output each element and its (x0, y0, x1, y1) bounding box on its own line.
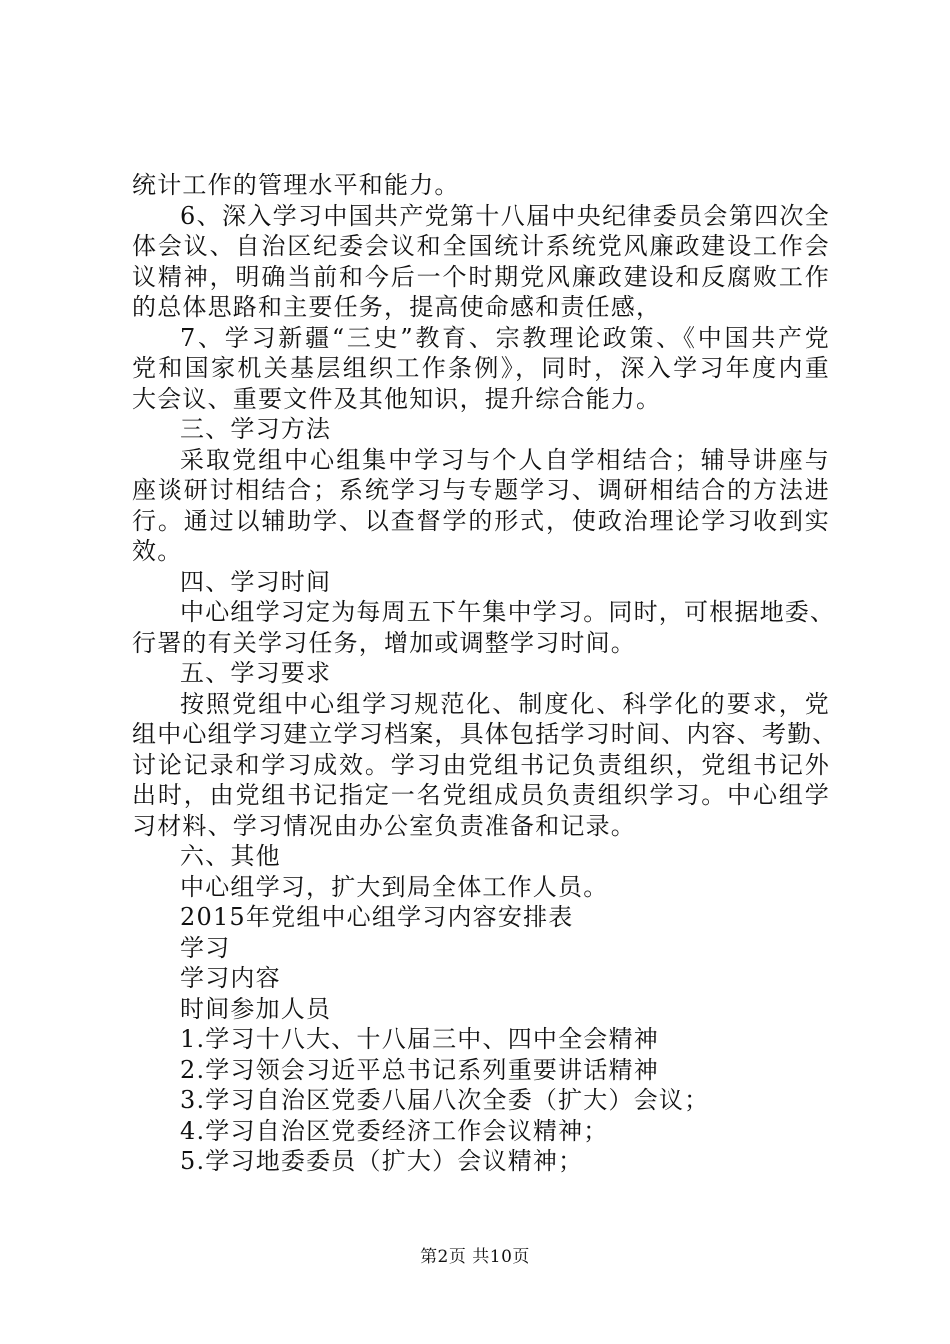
text-line: 效。 (132, 537, 183, 565)
text-line: 的总体思路和主要任务，提高使命感和责任感， (132, 293, 662, 321)
text-line: 3.学习自治区党委八届八次全委（扩大）会议； (180, 1086, 710, 1114)
text-line: 2015年党组中心组学习内容安排表 (180, 903, 574, 931)
text-line: 7、学习新疆“三史”教育、宗教理论政策、《中国共产党 (180, 323, 830, 352)
text-line: 时间参加人员 (180, 994, 332, 1023)
text-line: 党和国家机关基层组织工作条例》，同时，深入学习年度内重 (132, 354, 830, 382)
text-line: 采取党组中心组集中学习与个人自学相结合；辅导讲座与 (180, 445, 830, 474)
text-line: 六、其他 (180, 842, 281, 870)
text-line: 6、深入学习中国共产党第十八届中央纪律委员会第四次全 (180, 201, 830, 230)
text-line: 出时，由党组书记指定一名党组成员负责组织学习。中心组学 (132, 781, 830, 809)
text-line: 习材料、学习情况由办公室负责准备和记录。 (132, 811, 636, 840)
text-line: 讨论记录和学习成效。学习由党组书记负责组织，党组书记外 (132, 750, 830, 779)
text-line: 大会议、重要文件及其他知识，提升综合能力。 (132, 384, 662, 413)
page-number-label: 第2页 共10页 (420, 1247, 530, 1267)
text-line: 学习 (180, 933, 231, 962)
text-line: 议精神，明确当前和今后一个时期党风廉政建设和反腐败工作 (132, 262, 830, 291)
text-line: 三、学习方法 (180, 415, 332, 443)
text-line: 体会议、自治区纪委会议和全国统计系统党风廉政建设工作会 (132, 232, 830, 260)
text-line: 按照党组中心组学习规范化、制度化、科学化的要求，党 (180, 689, 830, 718)
text-line: 5.学习地委委员（扩大）会议精神； (180, 1147, 584, 1175)
document-body (132, 170, 838, 1177)
text-line: 1.学习十八大、十八届三中、四中全会精神 (180, 1025, 659, 1053)
text-line: 学习内容 (180, 964, 281, 992)
text-line: 四、学习时间 (180, 567, 332, 596)
text-line: 统计工作的管理水平和能力。 (132, 171, 460, 199)
text-line: 2.学习领会习近平总书记系列重要讲话精神 (180, 1055, 659, 1084)
text-line: 座谈研讨相结合；系统学习与专题学习、调研相结合的方法进 (132, 476, 830, 504)
text-line: 行。通过以辅助学、以查督学的形式，使政治理论学习收到实 (132, 506, 830, 535)
page-footer (0, 1242, 950, 1267)
text-line: 中心组学习定为每周五下午集中学习。同时，可根据地委、 (180, 598, 836, 626)
text-line: 4.学习自治区党委经济工作会议精神； (180, 1116, 609, 1145)
text-line: 组中心组学习建立学习档案，具体包括学习时间、内容、考勤、 (132, 720, 838, 748)
text-line: 中心组学习，扩大到局全体工作人员。 (180, 872, 609, 901)
text-line: 行署的有关学习任务，增加或调整学习时间。 (132, 628, 636, 657)
text-line: 五、学习要求 (180, 659, 332, 687)
